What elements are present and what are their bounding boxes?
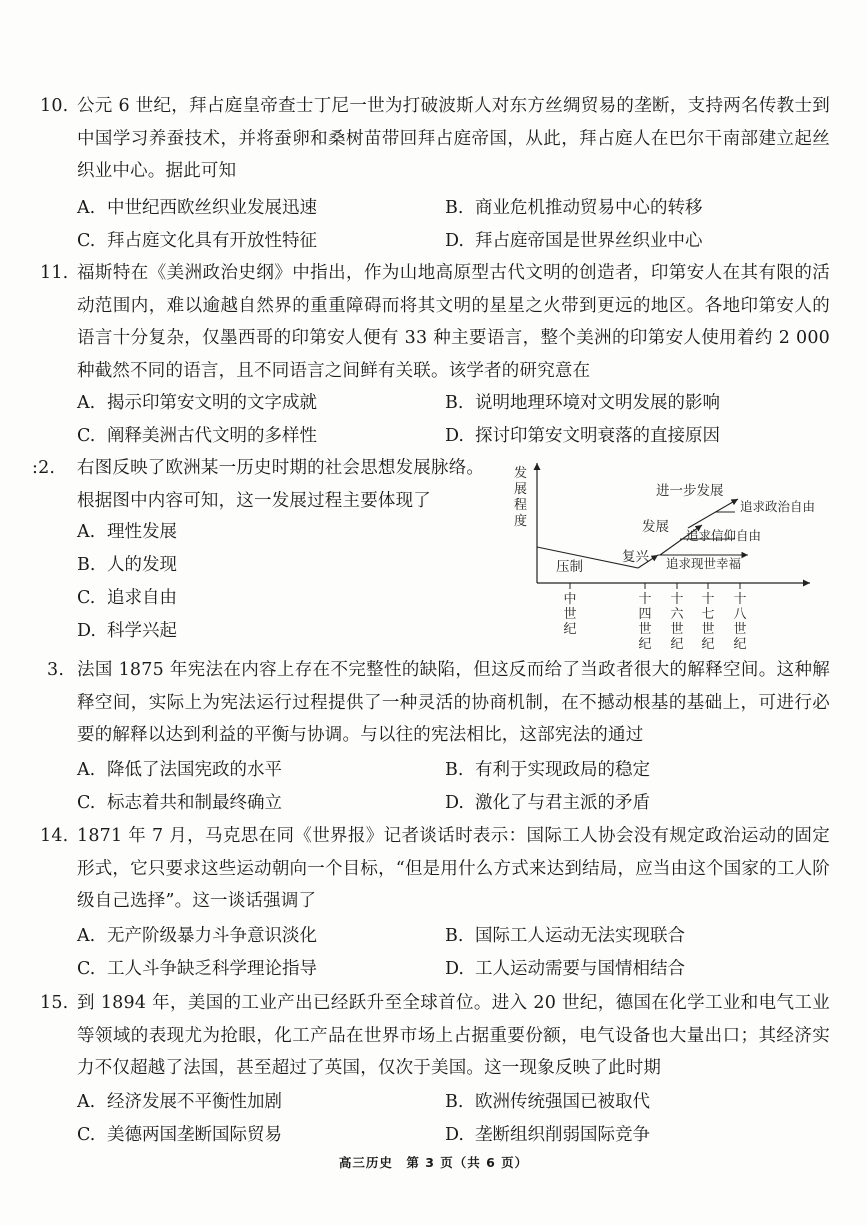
question-stem: 法国 1875 年宪法在内容上存在不完整性的缺陷，但这反而给了当政者很大的解释空间。这种解释空间，实际上为宪法运行过程提供了一种灵活的协商机制，在不撼动根基的基础上，可进行必要的解释以达到利益的平衡与协调。与以往的宪法相比，这部宪法的通过 (77, 660, 830, 745)
question-number: 10. (40, 96, 69, 116)
option-d: D. 拜占庭帝国是世界丝织业中心 (445, 230, 703, 251)
option-b: B. 说明地理环境对文明发展的影响 (445, 393, 720, 413)
question-number: 15. (40, 993, 69, 1013)
option-d: D. 探讨印第安文明衰落的直接原因 (445, 425, 720, 446)
question-14-options (77, 920, 817, 985)
stage-label-development: 发展 (642, 519, 669, 535)
stage-label-further: 进一步发展 (656, 483, 724, 499)
question-13-options (77, 754, 817, 819)
option-c: C. 阐释美洲古代文明的多样性 (77, 425, 317, 446)
question-stem: 1871 年 7 月，马克思在同《世界报》记者谈话时表示：国际工人协会没有规定政治运动的固定形式，它只要求这些运动朝向一个目标，“但是用什么方式来达到结局，应当由这个国家的工人阶级自己选择”。这一谈话强调了 (77, 826, 830, 911)
x-category-label: 中世纪 (563, 592, 577, 637)
option-c: C. 工人斗争缺乏科学理论指导 (77, 958, 317, 979)
option-b: B. 人的发现 (77, 555, 177, 575)
x-category-label: 十六世纪 (670, 592, 684, 650)
question-number: 14. (40, 826, 69, 846)
option-a: A. 理性发展 (77, 522, 177, 542)
stage-label-revival: 复兴 (622, 549, 649, 565)
option-d: D. 垄断组织削弱国际竞争 (445, 1124, 650, 1145)
annotation-faith: 追求信仰自由 (686, 528, 762, 543)
option-c: C. 标志着共和制最终确立 (77, 792, 282, 813)
question-number: :2. (32, 458, 56, 478)
x-categories (563, 583, 746, 650)
option-c: C. 追求自由 (77, 588, 177, 608)
question-11 (40, 257, 830, 387)
option-a: A. 经济发展不平衡性加剧 (77, 1092, 282, 1112)
option-a: A. 揭示印第安文明的文字成就 (77, 393, 317, 413)
question-stem: 公元 6 世纪，拜占庭皇帝查士丁尼一世为打破波斯人对东方丝绸贸易的垄断，支持两名传教士到中国学习养蚕技术，并将蚕卵和桑树苗带回拜占庭帝国，从此，拜占庭人在巴尔干南部建立起丝织业中心。据此可知 (77, 96, 830, 181)
stage-label-suppress: 压制 (556, 559, 583, 575)
option-b: B. 商业危机推动贸易中心的转移 (445, 198, 703, 218)
annotation-politics: 追求政治自由 (740, 499, 816, 514)
question-number: 3. (47, 660, 65, 680)
question-12 (32, 452, 510, 517)
x-category-label: 十七世纪 (701, 592, 715, 650)
question-10 (40, 90, 830, 188)
annotation-happiness: 追求现世幸福 (666, 556, 742, 571)
y-axis-label (514, 466, 527, 529)
question-stem: 到 1894 年，美国的工业产出已经跃升至全球首位。进入 20 世纪，德国在化学工业和电气工业等领域的表现尤为抢眼，化工产品在世界市场上占据重要份额，电气设备也大量出口；其经济实力不仅超越了法国，甚至超过了英国，仅次于美国。这一现象反映了此时期 (77, 993, 830, 1078)
question-10-options (77, 192, 817, 257)
option-b: B. 欧洲传统强国已被取代 (445, 1092, 650, 1112)
development-chart (510, 455, 830, 650)
option-a: A. 无产阶级暴力斗争意识淡化 (77, 926, 317, 946)
further-arrow (688, 499, 738, 528)
option-c: C. 拜占庭文化具有开放性特征 (77, 230, 317, 251)
option-d: D. 激化了与君主派的矛盾 (445, 792, 650, 813)
x-category-label: 十四世纪 (638, 592, 652, 650)
page-footer: 高三历史 第 3 页（共 6 页） (338, 1155, 529, 1170)
x-category-label: 十八世纪 (733, 592, 747, 650)
question-stem: 右图反映了欧洲某一历史时期的社会思想发展脉络。 根据图中内容可知，这一发展过程主要体现了 (77, 458, 485, 511)
question-stem: 福斯特在《美洲政治史纲》中指出，作为山地高原型古代文明的创造者，印第安人在其有限的活动范围内，难以逾越自然界的重重障碍而将其文明的星星之火带到更远的地区。各地印第安人的语言十分复杂，仅墨西哥的印第安人便有 33 种主要语言，整个美洲的印第安人使用着约 2 000 种截然不同的语言，且不同语言之间鲜有关联。该学者的研究意在 (77, 263, 830, 381)
question-15-options (77, 1086, 817, 1151)
question-15 (40, 987, 830, 1085)
chart-svg (510, 455, 830, 650)
option-a: A. 降低了法国宪政的水平 (77, 760, 282, 780)
question-13 (40, 654, 830, 752)
option-b: B. 国际工人运动无法实现联合 (445, 926, 685, 946)
question-14 (40, 820, 830, 918)
option-d: D. 工人运动需要与国情相结合 (445, 958, 685, 979)
option-a: A. 中世纪西欧丝织业发展迅速 (77, 198, 317, 218)
option-d: D. 科学兴起 (77, 621, 177, 641)
option-c: C. 美德两国垄断国际贸易 (77, 1124, 282, 1145)
question-number: 11. (40, 263, 69, 283)
question-11-options (77, 387, 817, 452)
option-b: B. 有利于实现政局的稳定 (445, 760, 650, 780)
y-axis-label-text: 发展程度 (514, 466, 528, 529)
